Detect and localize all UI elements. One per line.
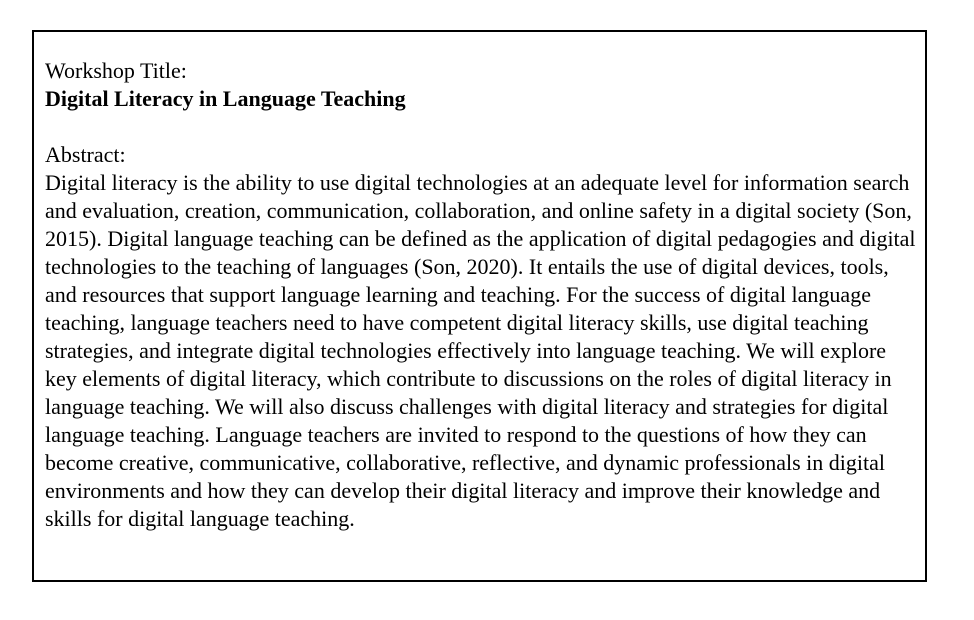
workshop-document-box (32, 30, 927, 582)
workshop-title-label: Workshop Title: (45, 58, 187, 83)
abstract-text: Digital literacy is the ability to use digital technologies at an adequate level for information search and evaluation, creation, communication, collaboration, and online safety in a digital society (Son, 2015). Digital language teaching can be defined as the application of digital pedagogies and digital technologies to the teaching of languages (Son, 2020). It entails the use of digital devices, tools, and resources that support language learning and teaching. For the success of digital language teaching, language teachers need to have competent digital literacy skills, use digital teaching strategies, and integrate digital technologies effectively into language teaching. We will explore key elements of digital literacy, which contribute to discussions on the roles of digital literacy in language teaching. We will also discuss challenges with digital literacy and strategies for digital language teaching. Language teachers are invited to respond to the questions of how they can become creative, communicative, collaborative, reflective, and dynamic professionals in digital environments and how they can develop their digital literacy and improve their knowledge and skills for digital language teaching. (45, 170, 916, 531)
abstract-label: Abstract: (45, 142, 126, 167)
workshop-title: Digital Literacy in Language Teaching (45, 86, 406, 111)
